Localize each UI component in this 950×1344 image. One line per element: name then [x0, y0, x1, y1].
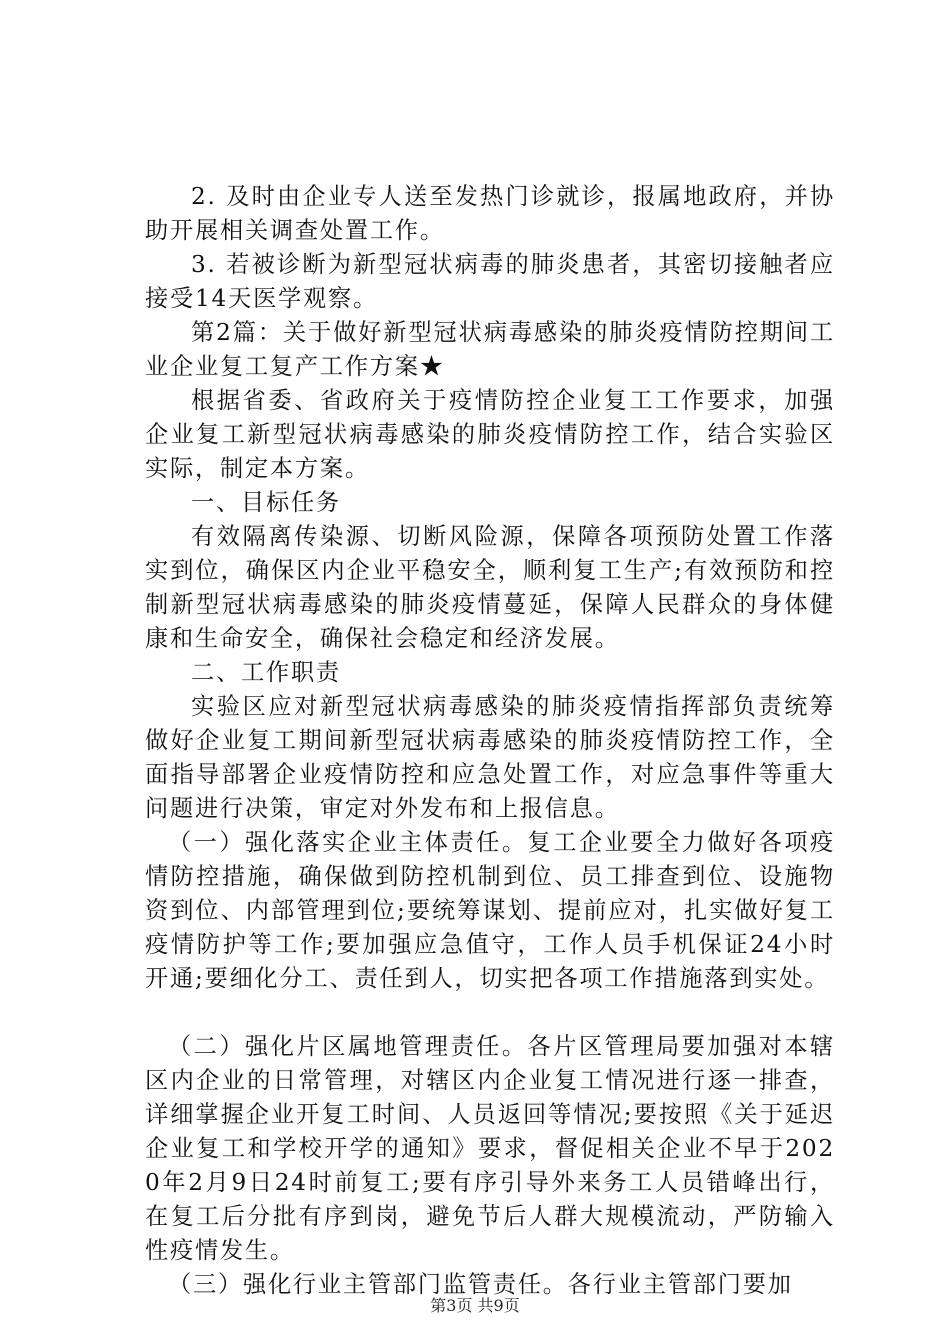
paragraph-item-2: 2. 及时由企业专人送至发热门诊就诊，报属地政府，并协助开展相关调查处置工作。 — [145, 183, 835, 244]
heading-responsibilities: 二、工作职责 — [191, 659, 341, 686]
section-title: 第2篇：关于做好新型冠状病毒感染的肺炎疫情防控期间工业企业复工复产工作方案★ — [145, 319, 835, 380]
paragraph-objectives: 有效隔离传染源、切断风险源，保障各项预防处置工作落实到位，确保区内企业平稳安全，顺利复工生产;有效预防和控制新型冠状病毒感染的肺炎疫情蔓延，保障人民群众的身体健康和生命安全，确保社会稳定和经济发展。 — [145, 523, 835, 652]
paragraph-enterprise-duty: （一）强化落实企业主体责任。复工企业要全力做好各项疫情防控措施，确保做到防控机制到位、员工排查到位、设施物资到位、内部管理到位;要统筹谋划、提前应对，扎实做好复工疫情防护等工作;要加强应急值守，工作人员手机保证24小时开通;要细化分工、责任到人，切实把各项工作措施落到实处。 — [145, 829, 835, 992]
paragraph-district-duty: （二）强化片区属地管理责任。各片区管理局要加强对本辖区内企业的日常管理，对辖区内企业复工情况进行逐一排查，详细掌握企业开复工时间、人员返回等情况;要按照《关于延迟企业复工和学校开学的通知》要求，督促相关企业不早于2020年2月9日24时前复工;要有序引导外来务工人员错峰出行，在复工后分批有序到岗，避免节后人群大规模流动，严防输入性疫情发生。 — [145, 1033, 835, 1264]
paragraph-responsibilities: 实验区应对新型冠状病毒感染的肺炎疫情指挥部负责统筹做好企业复工期间新型冠状病毒感染的肺炎疫情防控工作，全面指导部署企业疫情防控和应急处置工作，对应急事件等重大问题进行决策，审定对外发布和上报信息。 — [145, 693, 835, 822]
paragraph-item-3: 3. 若被诊断为新型冠状病毒的肺炎患者，其密切接触者应接受14天医学观察。 — [145, 251, 835, 312]
paragraph-industry-duty: （三）强化行业主管部门监管责任。各行业主管部门要加 — [168, 1271, 793, 1298]
page-footer: 第3页 共9页 — [430, 1296, 520, 1315]
heading-objectives: 一、目标任务 — [191, 489, 341, 516]
document-body — [145, 180, 835, 1302]
paragraph-intro: 根据省委、省政府关于疫情防控企业复工工作要求，加强企业复工新型冠状病毒感染的肺炎疫情防控工作，结合实验区实际，制定本方案。 — [145, 387, 835, 482]
